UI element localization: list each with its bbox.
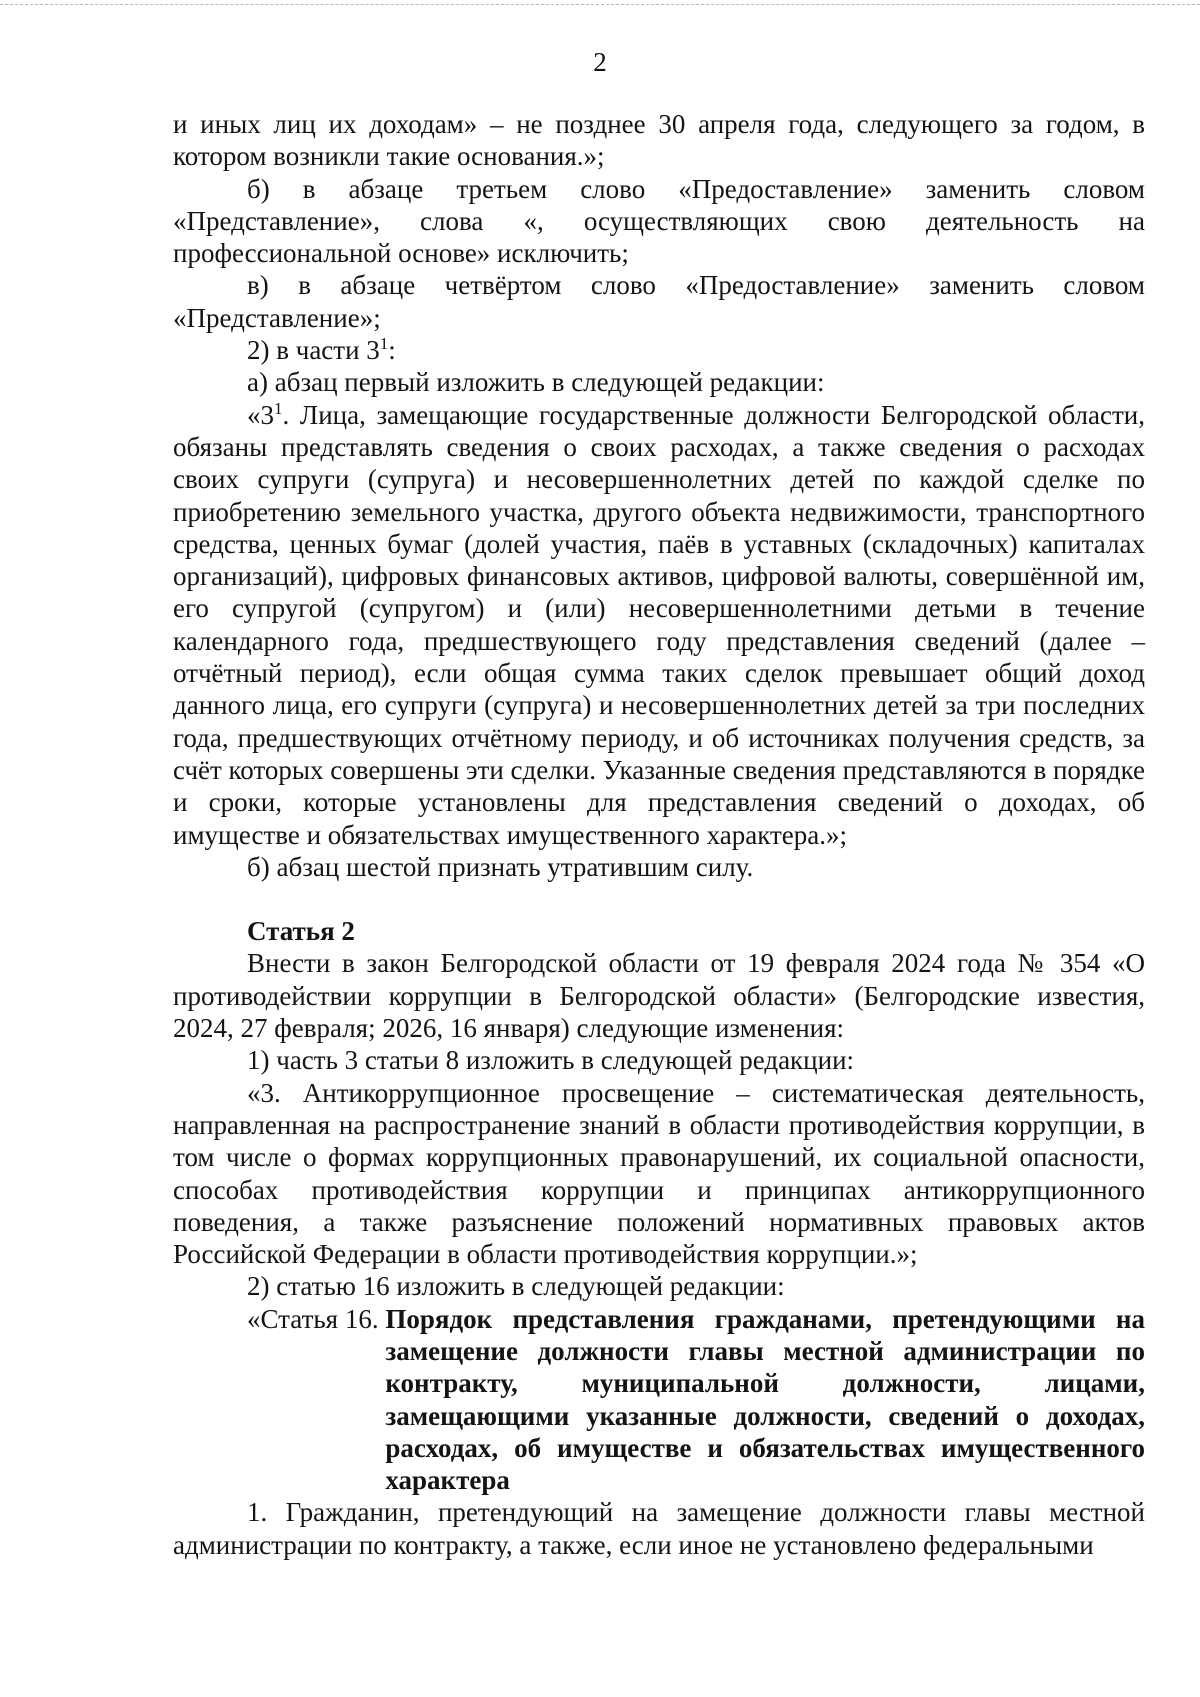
article-16-heading (247, 1303, 1145, 1497)
section-gap (173, 883, 1145, 915)
paragraph-item-b: б) в абзаце третьем слово «Предоставление» заменить словом «Представление», слова «, осуществляющих свою деятельность на профессиональной основе» исключить; (173, 173, 1145, 269)
paragraph-item-a: а) абзац первый изложить в следующей редакции: (247, 367, 825, 398)
paragraph-article-16-part-1: 1. Гражданин, претендующий на замещение должности главы местной администрации по контракту, а также, если иное не установлено федеральными (173, 1497, 1145, 1560)
paragraph-continuation: и иных лиц их доходам» – не позднее 30 апреля года, следующего за годом, в котором возникли такие основания.»; (173, 109, 1145, 172)
document-body (173, 108, 1145, 1561)
paragraph-item-v: в) в абзаце четвёртом слово «Предоставление» заменить словом «Представление»; (173, 270, 1145, 333)
scan-edge-line (0, 4, 1200, 5)
article-2-title: Статья 2 (247, 916, 355, 947)
article-16-title: Порядок представления гражданами, претендующими на замещение должности главы местной администрации по контракту, муниципальной должности, лицами, замещающими указанные должности, сведений о доходах, расходах, об имуществе и обязательствах имущественного характера (385, 1303, 1145, 1496)
paragraph-new-wording-3-1 (173, 399, 1145, 851)
paragraph-item-b-repeal: б) абзац шестой признать утратившим силу. (247, 851, 754, 882)
new-wording-text: . Лица, замещающие государственные должности Белгородской области, обязаны представлять сведения о своих расходах, а также сведения о расходах своих супруги (супруга) и несовершеннолетних детей по каждой сделке по приобретению земельного участка, другого объекта недвижимости, транспортного средства, ценных бумаг (долей участия, паёв в уставных (складочных) капиталах организаций), цифровых финансовых активов, цифровой валюты, совершённой им, его супругой (супругом) и (или) несовершеннолетними детьми в течение календарного года, предшествующего году представления сведений (далее – отчётный период), если общая сумма таких сделок превышает общий доход данного лица, его супруги (супруга) и несовершеннолетних детей за три последних года, предшествующих отчётному периоду, и об источниках получения средств, за счёт которых совершены эти сделки. Указанные сведения представляются в порядке и сроки, которые установлены для представления сведений о доходах, об имуществе и обязательствах имущественного характера.»; (173, 399, 1145, 850)
part-3-1-superscript: 1 (379, 334, 389, 354)
paragraph-article-2-intro: Внести в закон Белгородской области от 19 февраля 2024 года № 354 «О противодействии коррупции в Белгородской области» (Белгородские известия, 2024, 27 февраля; 2026, 16 января) следующие изменения: (173, 948, 1145, 1044)
part-3-1-text: 2) в части 3 (247, 335, 380, 366)
paragraph-anticorruption-education: «3. Антикоррупционное просвещение – систематическая деятельность, направленная на распространение знаний в области противодействия коррупции, в том числе о формах коррупционных правонарушений, их социальной опасности, способах противодействия коррупции и принципах антикоррупционного поведения, а также разъяснение положений нормативных правовых актов Российской Федерации в области противодействия коррупции.»; (173, 1077, 1145, 1270)
page-number: 2 (593, 47, 607, 77)
article-16-prefix: «Статья 16. (247, 1303, 386, 1334)
new-wording-open: «3 (247, 399, 274, 430)
paragraph-part-3-1 (173, 334, 1145, 366)
new-wording-superscript: 1 (274, 398, 283, 418)
paragraph-item-1: 1) часть 3 статьи 8 изложить в следующей редакции: (247, 1045, 855, 1076)
paragraph-item-2: 2) статью 16 изложить в следующей редакции: (247, 1271, 785, 1302)
part-3-1-colon: : (388, 335, 396, 366)
